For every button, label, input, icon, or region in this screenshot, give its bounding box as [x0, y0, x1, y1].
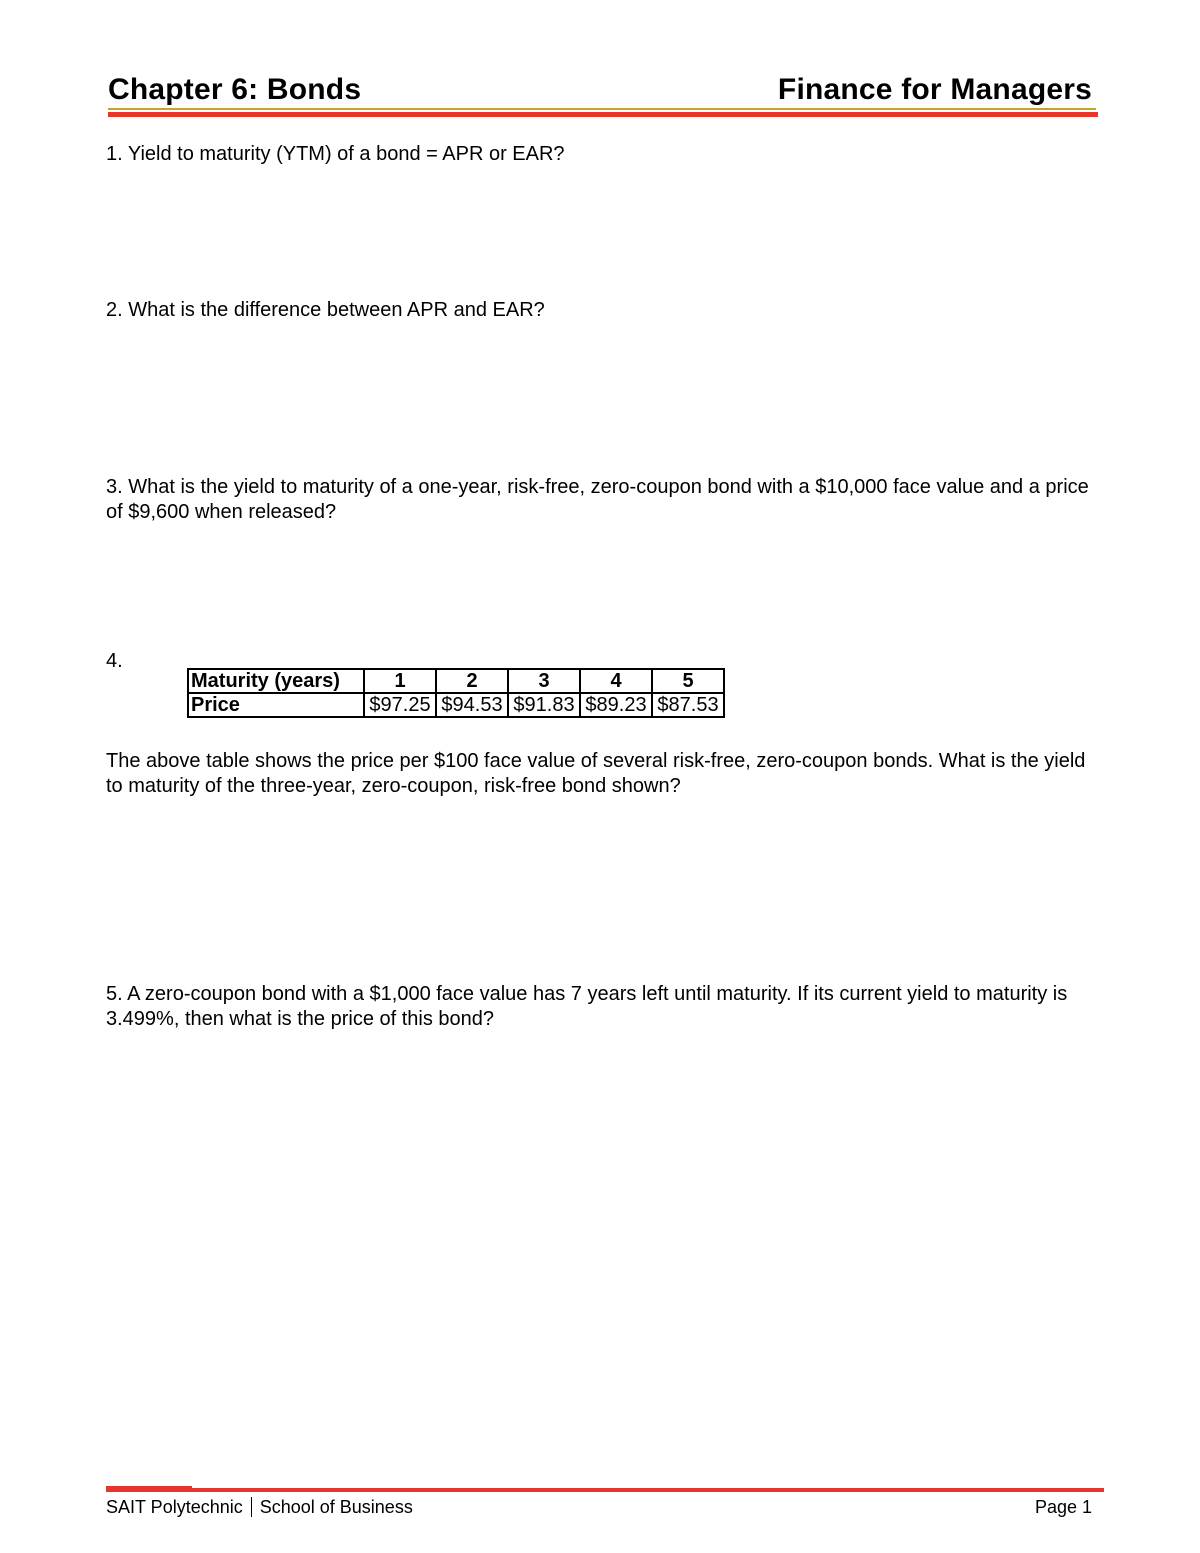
price-row-label: Price	[188, 693, 364, 717]
footer-red-rule	[106, 1488, 1104, 1492]
chapter-title: Chapter 6: Bonds	[108, 73, 362, 106]
maturity-cell: 1	[364, 669, 436, 693]
price-cell: $94.53	[436, 693, 508, 717]
maturity-cell: 4	[580, 669, 652, 693]
page-number: Page 1	[1034, 1497, 1092, 1517]
price-cell: $97.25	[364, 693, 436, 717]
bond-price-table	[187, 668, 725, 718]
header-red-rule	[108, 112, 1098, 117]
footer-institution: SAIT Polytechnic	[106, 1497, 243, 1517]
price-cell: $91.83	[508, 693, 580, 717]
footer-separator	[251, 1497, 252, 1517]
question-3: 3. What is the yield to maturity of a one-year, risk-free, zero-coupon bond with a $10,000 face value and a price of $9,600 when released?	[106, 476, 1089, 523]
maturity-cell: 2	[436, 669, 508, 693]
course-title: Finance for Managers	[777, 73, 1092, 106]
price-row	[188, 693, 724, 717]
question-5: 5. A zero-coupon bond with a $1,000 face value has 7 years left until maturity. If its current yield to maturity is 3.499%, then what is the price of this bond?	[106, 983, 1068, 1030]
footer-institution-block	[106, 1496, 413, 1518]
maturity-row-label: Maturity (years)	[188, 669, 364, 693]
footer-school: School of Business	[259, 1497, 413, 1517]
price-cell: $87.53	[652, 693, 724, 717]
question-4-number: 4.	[106, 650, 123, 672]
price-cell: $89.23	[580, 693, 652, 717]
maturity-cell: 3	[508, 669, 580, 693]
question-1: 1. Yield to maturity (YTM) of a bond = APR or EAR?	[106, 143, 565, 165]
question-4-text: The above table shows the price per $100 face value of several risk-free, zero-coupon bonds. What is the yield to maturity of the three-year, zero-coupon, risk-free bond shown?	[106, 750, 1086, 797]
header-gold-rule	[108, 108, 1096, 110]
maturity-cell: 5	[652, 669, 724, 693]
maturity-row	[188, 669, 724, 693]
question-2: 2. What is the difference between APR and EAR?	[106, 299, 545, 321]
